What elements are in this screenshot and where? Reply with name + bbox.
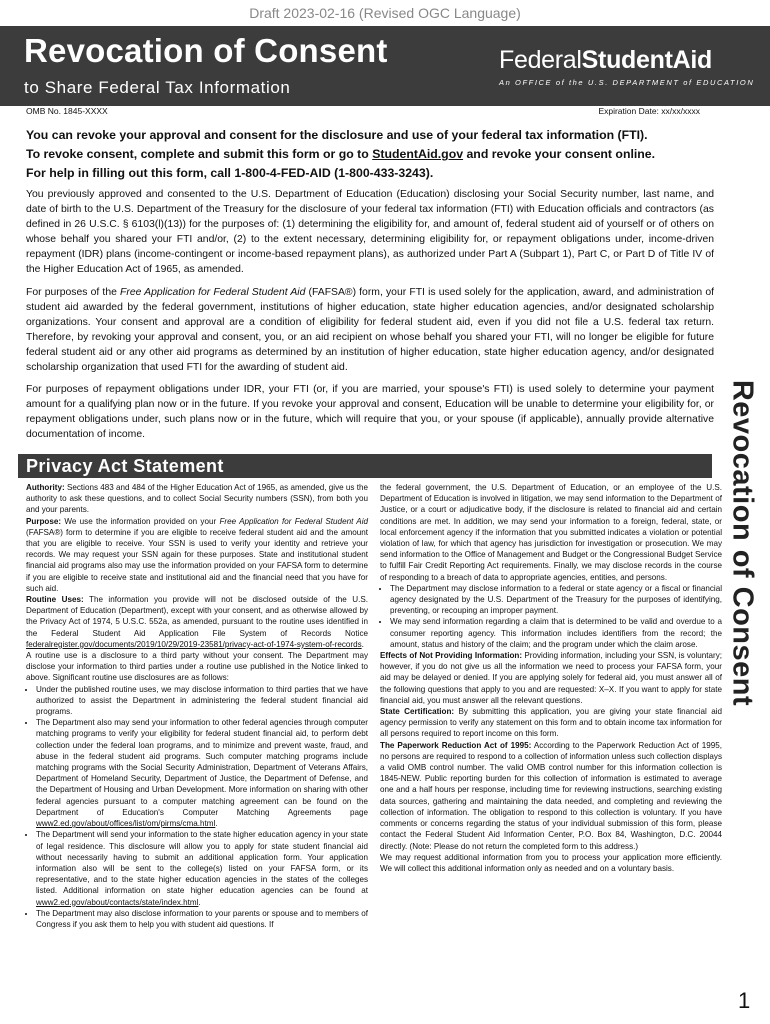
fafsa-text-b: (FAFSA®) form, your FTI is used solely for the application, award, and administration of student aid awarded by the federal government, institutions of higher education, state higher education agencies, and/or designated scholarship organizations. Your consent and approval are a condition of eligibility for federal student aid, even if you did not file a U.S. federal tax return. Therefore, by revoking your approval and consent, you, or an aid recipient on whose behalf you shared your FTI, will no longer be eligible for future federal student aid or any other aid programs as determined by an institution of higher education, state higher education agency, and/or designated scholarship organization that used FTI for the awarding of student aid.	[26, 287, 714, 373]
fsa-logo-subtitle: An OFFICE of the U.S. DEPARTMENT of EDUCATION	[499, 78, 755, 87]
intro-line-1: You can revoke your approval and consent for the disclosure and use of your federal tax information (FTI).	[26, 128, 648, 142]
side-title	[720, 380, 764, 706]
state-agencies-link[interactable]: www2.ed.gov/about/contacts/state/index.html	[36, 897, 199, 907]
pra-paragraph	[380, 740, 722, 852]
logo-text-student: Student	[581, 46, 673, 74]
omb-number: OMB No. 1845-XXXX	[26, 106, 108, 116]
list-item: • The Department may also disclose information to your parents or spouse and to members of Congress if you ask them to help you with student aid questions. If	[36, 908, 368, 930]
state-cert-label: State Certification:	[380, 707, 455, 717]
intro-line-2b: and revoke your consent online.	[463, 147, 656, 161]
effects-text: Providing information, including your SSN, is voluntary; however, if you do not give us all the information we need to process your FAFSA form, your aid may be delayed or denied. If you are applying solely for federal aid, you must answer all of the following questions that apply to you and are requested: X–X. If you want to apply for state financial aid, you must answer all the relevant questions.	[380, 651, 722, 705]
intro-line-2	[26, 145, 714, 164]
list-item	[36, 829, 368, 907]
routine-uses-list	[26, 684, 368, 930]
intro-block	[26, 126, 714, 183]
expiration-date: Expiration Date: xx/xx/xxxx	[598, 106, 700, 116]
purpose-label: Purpose:	[26, 516, 62, 526]
state-cert-paragraph	[380, 706, 722, 740]
privacy-left-column	[26, 482, 368, 930]
fafsa-title: Free Application for Federal Student Aid	[120, 287, 306, 298]
routine-label: Routine Uses:	[26, 595, 84, 605]
fsa-logo	[499, 46, 712, 75]
list-item: • The Department may disclose information to a federal or state agency or a fiscal or financial agency designated by the U.S. Department of the Treasury for the purposes of identifying, preventing, or recouping an improper payment.	[390, 583, 722, 617]
pra-label: The Paperwork Reduction Act of 1995:	[380, 740, 532, 750]
paragraph-consent: You previously approved and consented to the U.S. Department of Education (Education) disclosing your Social Security number, last name, and date of birth to the U.S. Department of the Treasury for the disclosure of your federal tax information (FTI) with Education officials and contractors (as defined in 26 U.S.C. § 6103(l)(13)) for the purposes of: (1) determining the eligibility for, and amount of, federal student aid of yourself or of others on whose behalf you shared your FTI and/or, (2) to the extent necessary, determining eligibility for, or repayment obligations under, income-driven repayment (IDR) plans (income-contingent or income-based repayment plans), as authorized under Part A (Subpart 1), Part C, or Part D of Title IV of the Higher Education Act of 1965, as amended.	[26, 189, 714, 275]
final-paragraph: We may request additional information from you to process your application more efficiently. We will collect this additional information only as needed and on a voluntary basis.	[380, 852, 722, 873]
header-banner	[0, 26, 770, 106]
intro-line-3: For help in filling out this form, call 1-800-4-FED-AID (1-800-433-3243).	[26, 166, 434, 180]
disclosure-list	[380, 583, 722, 650]
continuation-paragraph: the federal government, the U.S. Department of Education, or an employee of the U.S. Department of Education is involved in litigation, we may send information to the Department of Justice, or a court or adjudicative body, if the disclosure is related to financial aid and certain conditions are met. In addition, we may send your information to a foreign, federal, state, or local enforcement agency if the information that you submitted indicates a violation or potential violation of law, for which that agency has jurisdiction for investigation or prosecution. We may send information to the Office of Management and Budget or the Congressional Budget Service to fulfill Fair Credit Reporting Act requirements. Finally, we may disclose records in the course of responding to a breach of data to appropriate agencies, entities, and persons.	[380, 483, 722, 582]
state-cert-text: By submitting this application, you are giving your state financial aid agency permission to verify any statement on this form and to obtain income tax information for all persons required to report income on this form.	[380, 707, 722, 739]
logo-text-federal: Federal	[499, 46, 582, 74]
side-title-text: Revocation of Consent	[726, 379, 759, 707]
authority-text: Sections 483 and 484 of the Higher Education Act of 1965, as amended, give us the authority to ask these questions, and to collect Social Security numbers (SSN), from both you and your parents.	[26, 483, 368, 515]
effects-paragraph	[380, 650, 722, 706]
purpose-paragraph	[26, 516, 368, 594]
fafsa-text-a: For purposes of the	[26, 287, 121, 298]
page-subtitle: to Share Federal Tax Information	[24, 78, 291, 97]
logo-text-aid: Aid	[672, 46, 712, 74]
privacy-heading: Privacy Act Statement	[18, 454, 712, 478]
purpose-text-b: (FAFSA®) form to determine if you are eligible to receive federal student aid and the amount that you are eligible to receive. Your SSN is used to verify your identity and retrieve your records. We may request your SSN again for these purposes. State and institutional student financial aid programs also may use the information provided on your FAFSA form to determine if you are eligible to receive state and institutional aid and the financial need that you have for such aid.	[26, 527, 368, 593]
privacy-right-column	[380, 482, 722, 874]
pra-text: According to the Paperwork Reduction Act of 1995, no persons are required to respond to a collection of information unless such collection displays a valid OMB control number. The valid OMB control number for this information collection is 1845-NEW. Public reporting burden for this collection of information is estimated to average one and a half hours per response, including time for reviewing instructions, searching existing data sources, gathering and maintaining the data needed, and completing and reviewing the collection of information. The obligation to respond to this collection is voluntary. If you have comments or concerns regarding the status of your individual submission of this form, please contact the Federal Student Aid Information Center, P.O. Box 84, Washington, D.C. 20044 directly. (Note: Please do not return the completed form to this address.)	[380, 740, 723, 851]
paragraph-idr: For purposes of repayment obligations under IDR, your FTI (or, if you are married, your spouse's FTI) is used solely to determine your payment amount for a qualifying plan now or in the future. If you revoke your approval and consent, Education will be unable to determine your eligibility for, or repayment obligations under, such plans now or in the future, which will require that you, or your spouse (if applicable), annually provide alternative documentation of income.	[26, 384, 714, 440]
routine-paragraph	[26, 594, 368, 684]
bullet2-text-a: The Department also may send your information to other federal agencies through computer matching programs to verify your eligibility for federal student financial aid, to perform debt collection under the federal loan programs, and to minimize and prevent waste, fraud, and abuse in the federal student aid programs. Such computer matching programs include matching programs with the Social Security Administration, Department of Veterans Affairs, Department of Homeland Security, Department of Justice, the Department of Defense, and the Department of Housing and Urban Development. More information on sharing with other federal agencies pursuant to a computer matching agreement can be found on the Department of Education's Computer Matching Agreements page	[36, 718, 368, 817]
authority-label: Authority:	[26, 483, 65, 492]
list-item: • Under the published routine uses, we may disclose information to third parties that we have authorized to assist the Department in administering the federal student financial aid programs.	[36, 684, 368, 718]
paragraph-fafsa	[26, 286, 714, 375]
routine-text-a: The information you provide will not be disclosed outside of the U.S. Department of Education (Department), except with your consent, and as otherwise allowed by the Privacy Act of 1974, 5 U.S.C. 552a, as amended, pursuant to the routine uses identified in the Federal Student Aid Application File System of Records Notice	[26, 595, 368, 638]
cma-link[interactable]: www2.ed.gov/about/offices/list/om/pirms/cma.html	[36, 819, 216, 829]
purpose-title: Free Application for Federal Student Aid	[219, 516, 368, 526]
intro-line-2a: To revoke consent, complete and submit this form or go to	[26, 147, 373, 161]
authority-paragraph	[26, 482, 368, 516]
list-item	[36, 717, 368, 829]
page-number: 1	[738, 988, 751, 1013]
page-title: Revocation of Consent	[24, 32, 388, 69]
studentaid-link[interactable]: StudentAid.gov	[372, 147, 464, 161]
draft-banner: Draft 2023-02-16 (Revised OGC Language)	[0, 0, 770, 26]
federal-register-link[interactable]: federalregister.gov/documents/2019/10/29/2019-23581/privacy-act-of-1974-system-of-records	[26, 639, 362, 649]
bullet3-text-a: The Department will send your information to the state higher education agency in your state of legal residence. This disclosure will allow you to apply for state student financial aid without necessarily having to submit an additional application form. Your application information also will be sent to the college(s) listed on your FAFSA form, or its representative, and to the state higher education agencies in the states of the colleges listed. Additional information on state higher education agencies can be found at	[36, 830, 368, 896]
purpose-text-a: We use the information provided on your	[61, 516, 220, 526]
list-item: • We may send information regarding a claim that is determined to be valid and overdue to a consumer reporting agency. This information includes identifiers from the record; the amount, status and history of the claim; and the program under which the claim arose.	[390, 616, 722, 650]
effects-label: Effects of Not Providing Information:	[380, 651, 523, 661]
routine-text-b: . A routine use is a disclosure to a third party without your consent. The Department may disclose your information to third parties under a routine use published in the Notice linked to above. Significant routine use disclosures are as follows:	[26, 639, 368, 683]
bullet2-text-b: .	[215, 819, 218, 829]
bullet3-text-b: .	[198, 897, 201, 907]
